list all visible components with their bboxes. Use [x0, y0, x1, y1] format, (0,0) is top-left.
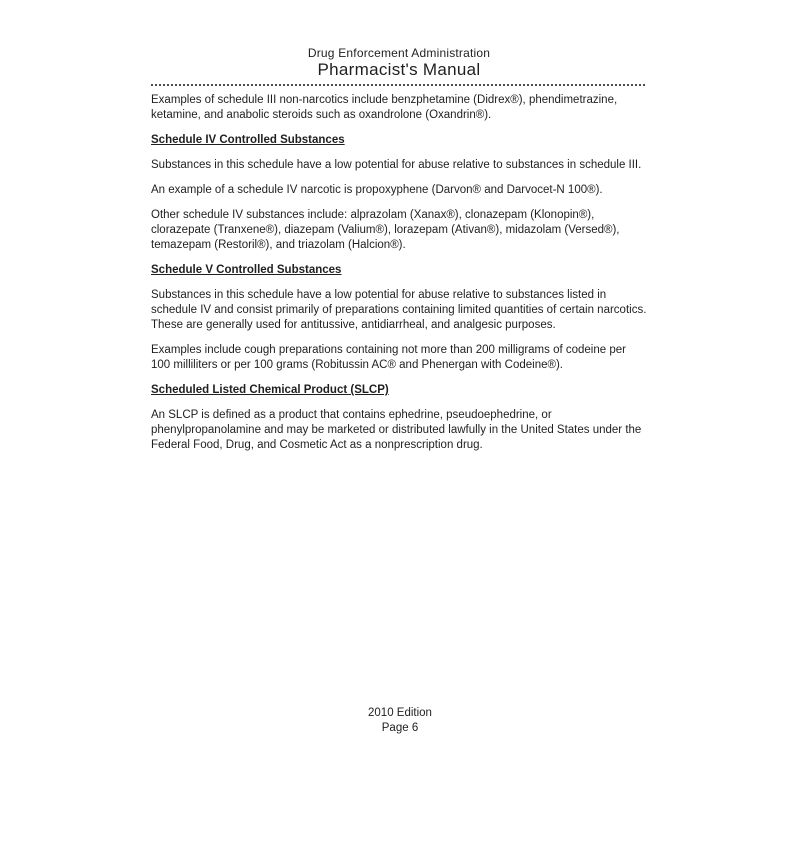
header-agency: Drug Enforcement Administration	[307, 46, 491, 60]
paragraph-schedule-v-examples: Examples include cough preparations containing not more than 200 milligrams of codeine per 100 milliliters or per 100 grams (Robitussin AC® and Phenergan with Codeine®).	[151, 344, 626, 371]
page-footer	[0, 706, 800, 736]
paragraph-schedule-iii-examples: Examples of schedule III non-narcotics include benzphetamine (Didrex®), phendimetrazine, ketamine, and anabolic steroids such as oxandrolone (Oxandrin®).	[151, 94, 618, 121]
section-heading-schedule-v: Schedule V Controlled Substances	[151, 264, 342, 276]
paragraph-schedule-iv-substances-list: Other schedule IV substances include: alprazolam (Xanax®), clonazepam (Klonopin®), clorazepate (Tranxene®), diazepam (Valium®), lorazepam (Ativan®), midazolam (Versed®), temazepam (Restoril®), and triazolam (Halcion®).	[151, 209, 620, 251]
document-header	[151, 46, 647, 80]
footer-page-number: Page 6	[381, 722, 419, 734]
page-title: Pharmacist's Manual	[317, 60, 481, 79]
footer-edition: 2010 Edition	[368, 707, 432, 719]
paragraph-schedule-iv-potential: Substances in this schedule have a low potential for abuse relative to substances in schedule III.	[151, 159, 642, 171]
paragraph-schedule-iv-narcotic-example: An example of a schedule IV narcotic is propoxyphene (Darvon® and Darvocet-N 100®).	[151, 184, 603, 196]
section-heading-slcp: Scheduled Listed Chemical Product (SLCP)	[151, 384, 389, 396]
paragraph-slcp-definition: An SLCP is defined as a product that contains ephedrine, pseudoephedrine, or phenylpropanolamine and may be marketed or distributed lawfully in the United States under the Federal Food, Drug, and Cosmetic Act as a nonprescription drug.	[151, 409, 642, 451]
page-content	[151, 46, 647, 463]
section-heading-schedule-iv: Schedule IV Controlled Substances	[151, 134, 345, 146]
paragraph-schedule-v-potential: Substances in this schedule have a low potential for abuse relative to substances listed in schedule IV and consist primarily of preparations containing limited quantities of certain narcotics. These are generally used for antitussive, antidiarrheal, and analgesic purposes.	[151, 289, 647, 331]
header-divider	[151, 84, 647, 86]
